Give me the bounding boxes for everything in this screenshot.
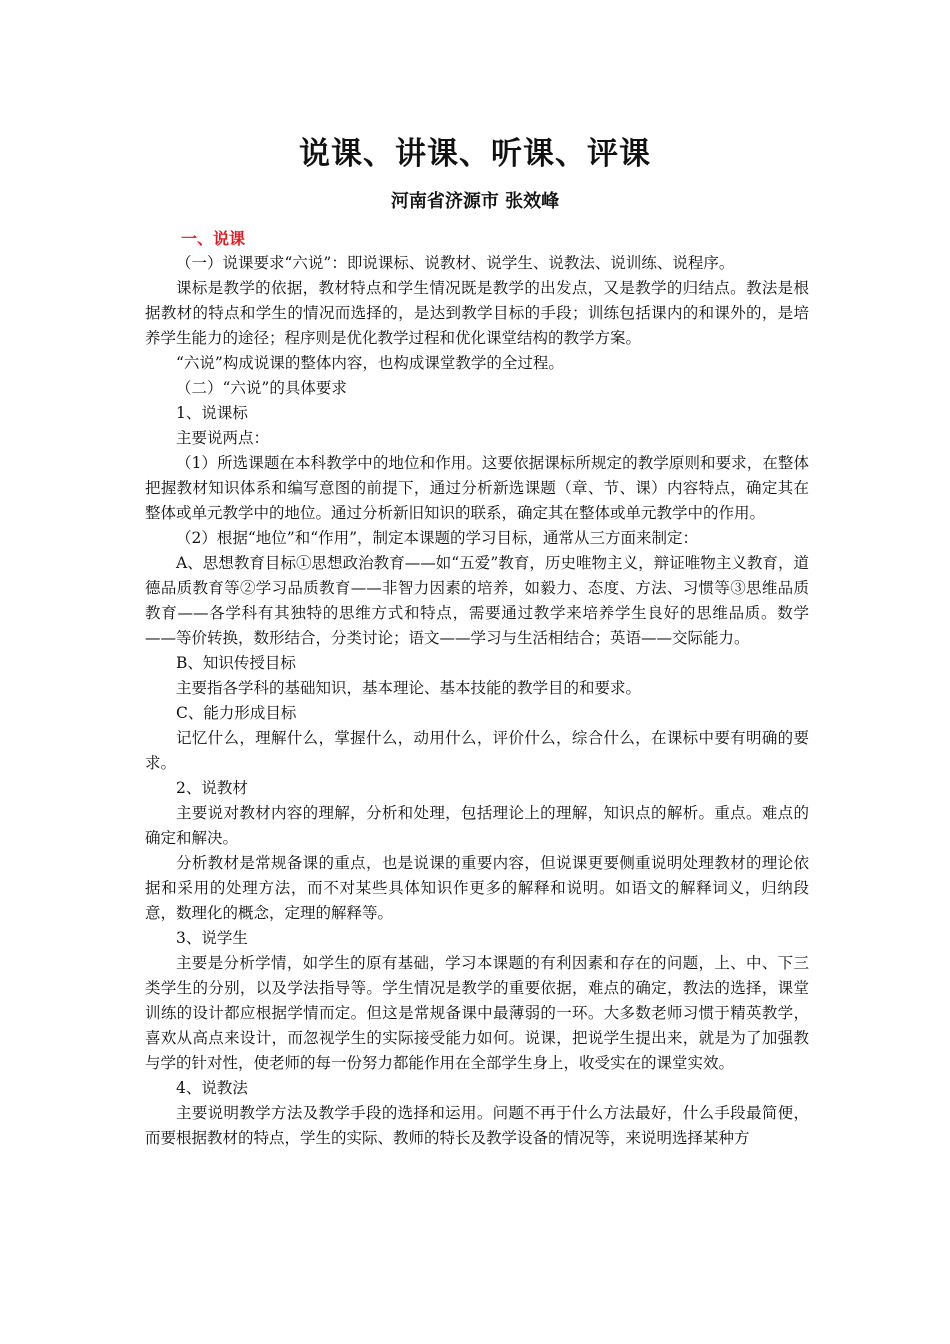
paragraph: （一）说课要求“六说”：即说课标、说教材、说学生、说教法、说训练、说程序。 xyxy=(176,254,735,272)
paragraph: 主要说两点： xyxy=(176,429,270,447)
subheading: 3、说学生 xyxy=(176,929,248,947)
subheading: 2、说教材 xyxy=(176,779,248,797)
document-title: 说课、讲课、听课、评课 xyxy=(299,136,651,172)
paragraph: 主要说对教材内容的理解，分析和处理，包括理论上的理解，知识点的解析。重点。难点的确定和解决。 xyxy=(145,804,809,847)
paragraph: （1）所选课题在本科教学中的地位和作用。这要依据课标所规定的教学原则和要求，在整体把握教材知识体系和编写意图的前提下，通过分析新选课题（章、节、课）内容特点，确定其在整体或单元教学中的地位。通过分析新旧知识的联系，确定其在整体或单元教学中的作用。 xyxy=(145,454,809,522)
subheading: 4、说教法 xyxy=(176,1079,248,1097)
paragraph: A、思想教育目标①思想政治教育——如“五爱”教育，历史唯物主义，辩证唯物主义教育，道德品质教育等②学习品质教育——非智力因素的培养，如毅力、态度、方法、习惯等③思维品质教育——各学科有其独特的思维方式和特点，需要通过教学来培养学生良好的思维品质。数学——等价转换，数形结合，分类讨论；语文——学习与生活相结合；英语——交际能力。 xyxy=(145,554,809,647)
paragraph: 记忆什么，理解什么，掌握什么，动用什么，评价什么，综合什么，在课标中要有明确的要求。 xyxy=(145,729,809,772)
document-body xyxy=(145,226,809,1151)
paragraph: 主要说明教学方法及教学手段的选择和运用。问题不再于什么方法最好，什么手段最简便，而要根据教材的特点，学生的实际、教师的特长及教学设备的情况等，来说明选择某种方 xyxy=(145,1104,809,1147)
document-author: 河南省济源市 张效峰 xyxy=(390,191,560,212)
paragraph: 主要是分析学情，如学生的原有基础，学习本课题的有利因素和存在的问题，上、中、下三类学生的分别，以及学法指导等。学生情况是教学的重要依据，难点的确定，教法的选择，课堂训练的设计都应根据学情而定。但这是常规备课中最薄弱的一环。大多数老师习惯于精英教学，喜欢从高点来设计，而忽视学生的实际接受能力如何。说课，把说学生提出来，就是为了加强教与学的针对性，使老师的每一份努力都能作用在全部学生身上，收受实在的课堂实效。 xyxy=(145,954,809,1072)
paragraph: 分析教材是常规备课的重点，也是说课的重要内容，但说课更要侧重说明处理教材的理论依据和采用的处理方法，而不对某些具体知识作更多的解释和说明。如语文的解释词义，归纳段意，数理化的概念，定理的解释等。 xyxy=(145,854,809,922)
subheading: B、知识传授目标 xyxy=(176,654,296,672)
paragraph: （二）“六说”的具体要求 xyxy=(176,379,347,397)
subheading: 1、说课标 xyxy=(176,404,248,422)
subheading: C、能力形成目标 xyxy=(176,704,297,722)
paragraph: （2）根据“地位”和“作用”，制定本课题的学习目标，通常从三方面来制定： xyxy=(176,529,699,547)
section-heading: 一、说课 xyxy=(181,229,246,248)
paragraph: 主要指各学科的基础知识，基本理论、基本技能的教学目的和要求。 xyxy=(176,679,642,697)
paragraph: “六说”构成说课的整体内容，也构成课堂教学的全过程。 xyxy=(176,354,564,372)
paragraph: 课标是教学的依据，教材特点和学生情况既是教学的出发点，又是教学的归结点。教法是根据教材的特点和学生的情况而选择的，是达到教学目标的手段；训练包括课内的和课外的，是培养学生能力的途径；程序则是优化教学过程和优化课堂结构的教学方案。 xyxy=(145,279,809,347)
